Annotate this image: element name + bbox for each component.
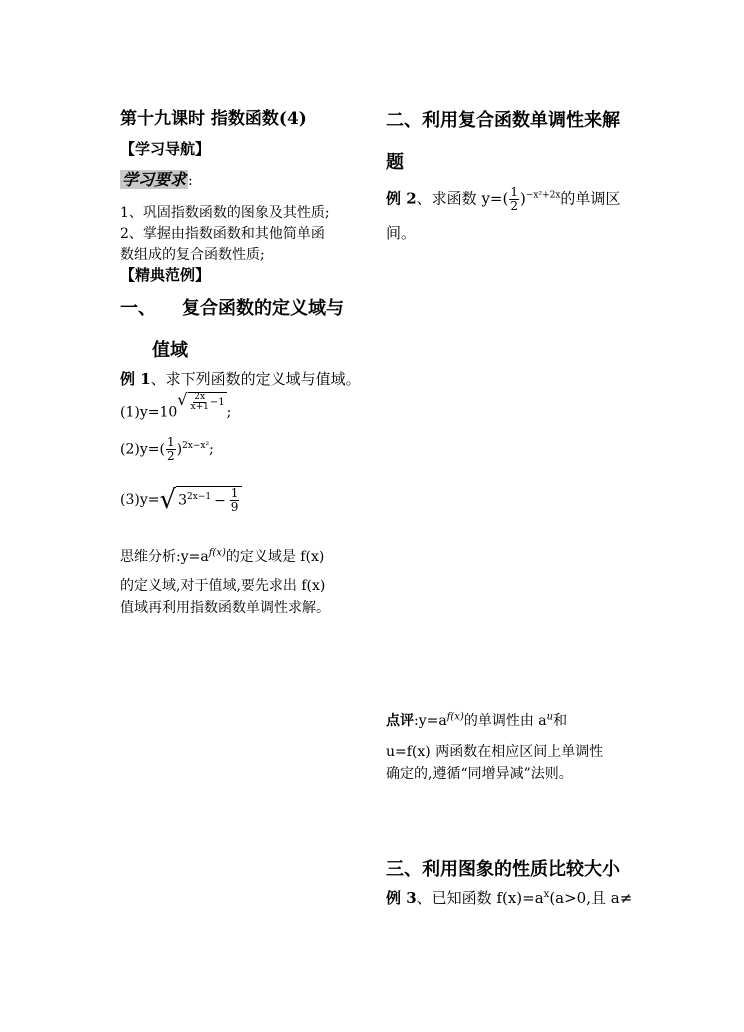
section-1-number: 一、 [120, 298, 156, 319]
comment-line-1 [386, 710, 567, 730]
comment-superscript-fx: f(x) [446, 711, 464, 723]
analysis-superscript: f(x) [208, 547, 226, 559]
example-2-text-a: 、求函数 y=( [416, 189, 509, 208]
example-1-prompt [120, 368, 361, 389]
section-1-title-part-2: 值域 [152, 340, 188, 361]
analysis-text-a: 思维分析:y=a [120, 549, 209, 565]
requirements-label: 学习要求 [122, 170, 187, 189]
formula-1-exp-tail: −1 [209, 397, 225, 408]
formula-1-end: ; [226, 404, 232, 421]
analysis-line-1 [120, 546, 324, 566]
formula-3-exponent: 2x−1 [186, 491, 212, 502]
study-nav-heading: 【学习导航】 [120, 140, 211, 158]
example-1-text: 、求下列函数的定义域与值域。 [150, 370, 361, 388]
section-3-title: 三、利用图象的性质比较大小 [386, 859, 620, 880]
comment-text-a: :y=a [414, 713, 447, 729]
example-2-denominator: 2 [510, 199, 518, 213]
formula-1: $(1)y=10^{√ \frac{2x}{x+1} -1}$; [120, 390, 232, 421]
formula-1-exp-denominator: x+1 [190, 402, 209, 412]
formula-2 [120, 436, 214, 463]
formula-3-minus: − [214, 492, 226, 509]
formula-1-exp-numerator: 2x [194, 392, 206, 402]
formula-2-close: ) [176, 441, 183, 458]
analysis-line-3: 值域再利用指数函数单调性求解。 [120, 600, 330, 616]
section-1-heading [120, 294, 344, 320]
formula-1-base: (1)y=10 [120, 404, 178, 421]
example-2-label: 例 2 [386, 189, 417, 208]
formula-3-numerator: 1 [230, 486, 239, 500]
comment-text-c: 和 [553, 713, 568, 729]
example-3-superscript: x [543, 889, 550, 900]
formula-3: (3)y=√ $3^{2x-1}$ − $\frac{1}{9}$ [120, 485, 242, 515]
requirement-1: 1、巩固指数函数的图象及其性质; [120, 205, 330, 221]
formula-2-numerator: 1 [166, 435, 175, 449]
formula-3-denominator: 9 [230, 500, 239, 514]
lesson-title: 第十九课时 指数函数(4) [120, 109, 307, 129]
example-2-line-1 [386, 186, 620, 213]
requirement-2-line-1: 2、掌握由指数函数和其他简单函 [120, 226, 325, 242]
comment-line-2: u=f(x) 两函数在相应区间上单调性 [386, 744, 604, 760]
formula-3-base: 3 [178, 492, 187, 509]
formula-2-end: ; [209, 441, 214, 458]
analysis-line-2: 的定义域,对于值域,要先求出 f(x) [120, 578, 326, 594]
section-2-title-line-1: 二、利用复合函数单调性来解 [386, 110, 620, 131]
example-2-text-b: 的单调区 [560, 189, 621, 208]
comment-text-b: 的单调性由 a [463, 713, 547, 729]
example-1-label: 例 1 [120, 370, 151, 388]
section-2-title-line-2: 题 [386, 152, 404, 173]
comment-superscript-u: u [546, 711, 554, 723]
example-2-line-2: 间。 [386, 224, 417, 242]
analysis-text-b: 的定义域是 f(x) [225, 549, 325, 565]
formula-2-denominator: 2 [166, 449, 175, 463]
formula-2-prefix: (2)y=( [120, 441, 165, 458]
example-3-line-1 [386, 887, 632, 908]
section-1-title-part-1: 复合函数的定义域与 [182, 298, 344, 319]
requirement-2-line-2: 数组成的复合函数性质; [120, 247, 265, 263]
study-requirements-heading [120, 167, 193, 190]
examples-heading: 【精典范例】 [120, 266, 211, 284]
formula-3-prefix: (3)y= [120, 492, 160, 508]
example-2-close: ) [519, 189, 526, 208]
comment-line-3: 确定的,遵循“同增异减”法则。 [386, 766, 573, 782]
example-2-numerator: 1 [510, 185, 518, 199]
example-3-text-b: (a>0,且 a≠ [549, 889, 633, 907]
requirements-colon: : [188, 173, 193, 189]
example-3-text-a: 、已知函数 f(x)=a [416, 889, 544, 907]
formula-2-exponent: 2x−x² [182, 440, 210, 451]
comment-label: 点评 [386, 713, 414, 729]
example-2-exponent: −x²+2x [525, 190, 561, 201]
example-3-label: 例 3 [386, 889, 417, 907]
